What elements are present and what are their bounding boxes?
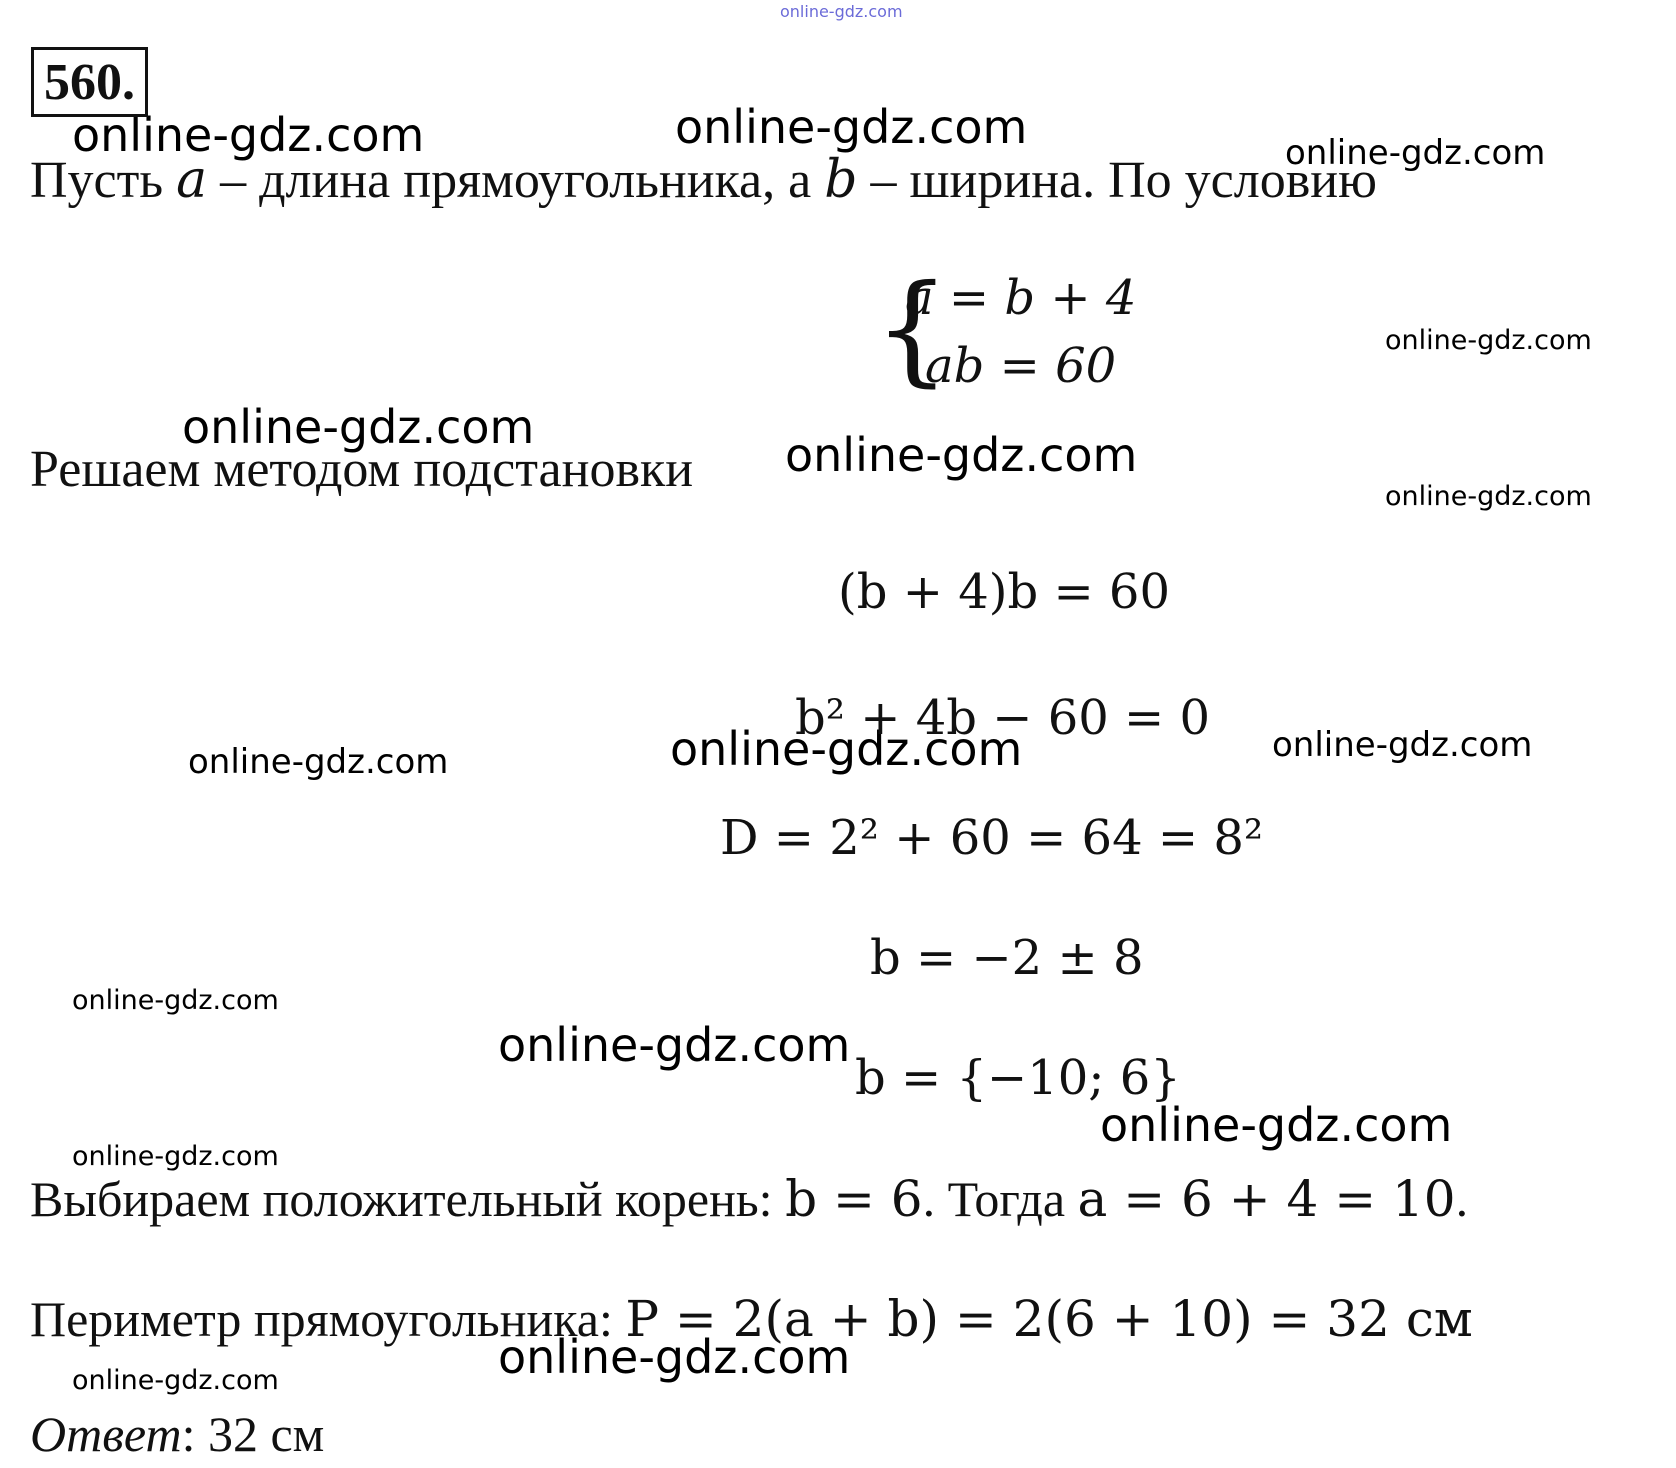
answer-value: : 32 см — [181, 1406, 325, 1462]
choose-b-value: b = 6 — [785, 1170, 923, 1228]
perimeter-label: Периметр прямоугольника: — [30, 1291, 626, 1347]
intro-part-1: Пусть — [30, 152, 177, 209]
watermark: online-gdz.com — [498, 1018, 851, 1072]
watermark-top: online-gdz.com — [780, 2, 903, 21]
problem-number: 560. — [31, 47, 148, 117]
intro-part-3: – ширина. По условию — [857, 152, 1377, 209]
watermark: online-gdz.com — [498, 1330, 851, 1384]
watermark: online-gdz.com — [1385, 481, 1592, 512]
watermark: online-gdz.com — [188, 742, 449, 782]
method-text: Решаем методом подстановки — [30, 441, 694, 498]
choose-root-text — [30, 1170, 1468, 1228]
watermark: online-gdz.com — [72, 1365, 279, 1396]
watermark: online-gdz.com — [675, 100, 1028, 154]
watermark: online-gdz.com — [785, 428, 1138, 482]
watermark: online-gdz.com — [1272, 725, 1533, 765]
choose-end: . — [1455, 1171, 1469, 1227]
choose-a-value: a = 6 + 4 = 10 — [1077, 1170, 1456, 1228]
intro-part-2: – длина прямоугольника, а — [207, 152, 825, 209]
answer-label: Ответ — [30, 1406, 182, 1462]
watermark: online-gdz.com — [72, 985, 279, 1016]
system-equation-2: ab = 60 — [925, 338, 1117, 394]
equation-roots-formula: b = −2 ± 8 — [870, 930, 1144, 986]
watermark: online-gdz.com — [182, 400, 535, 454]
system-brace: { — [874, 260, 951, 399]
equation-discriminant: D = 2² + 60 = 64 = 8² — [720, 810, 1264, 866]
system-equation-1: a = b + 4 — [905, 270, 1137, 326]
watermark: online-gdz.com — [1100, 1098, 1453, 1152]
watermark: online-gdz.com — [1285, 133, 1546, 173]
perimeter-text — [30, 1290, 1473, 1348]
watermark: online-gdz.com — [670, 722, 1023, 776]
choose-mid-text: . Тогда — [922, 1171, 1078, 1227]
watermark: online-gdz.com — [72, 108, 425, 162]
var-b: b — [824, 150, 858, 210]
answer-text — [30, 1405, 324, 1463]
perimeter-formula: P = 2(a + b) = 2(6 + 10) = 32 см — [625, 1290, 1473, 1348]
watermark: online-gdz.com — [72, 1141, 279, 1172]
equation-quadratic: b² + 4b − 60 = 0 — [795, 690, 1211, 746]
choose-text: Выбираем положительный корень: — [30, 1171, 786, 1227]
intro-text — [30, 150, 1377, 210]
watermark: online-gdz.com — [1385, 325, 1592, 356]
var-a: a — [176, 150, 208, 210]
equation-substitution: (b + 4)b = 60 — [838, 564, 1170, 620]
equation-roots-set: b = {−10; 6} — [855, 1050, 1181, 1106]
